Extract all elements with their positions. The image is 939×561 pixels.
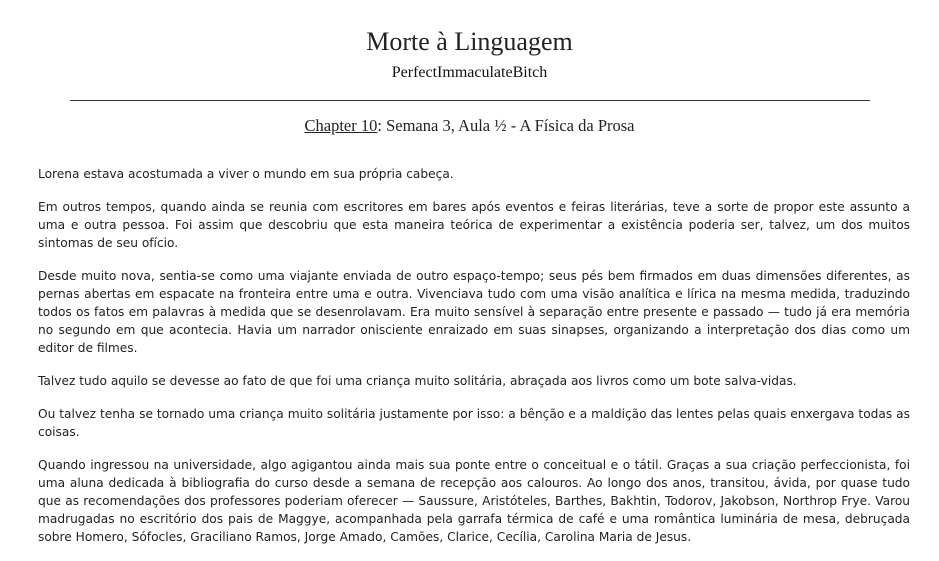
paragraph: Quando ingressou na universidade, algo agigantou ainda mais sua ponte entre o conceitual e o tátil. Graças a sua criação perfeccionista, foi uma aluna dedicada à bibliografia do curso desde a semana de recepção aos calouros. Ao longo dos anos, transitou, ávida, por quase tudo que as recomendações dos professores poderiam oferecer — Saussure, Aristóteles, Barthes, Bakhtin, Todorov, Jakobson, Northrop Frye. Varou madrugadas no escritório dos pais de Maggye, acompanhada pela garrafa térmica de café e uma romântica luminária de mesa, debruçada sobre Homero, Sófocles, Graciliano Ramos, Jorge Amado, Camões, Clarice, Cecília, Carolina Maria de Jesus. bbox=[38, 458, 910, 544]
work-title: Morte à Linguagem bbox=[366, 27, 573, 56]
chapter-text bbox=[38, 165, 910, 561]
work-header bbox=[0, 0, 939, 83]
chapter-link[interactable]: Chapter 10 bbox=[304, 116, 378, 135]
paragraph: Talvez tudo aquilo se devesse ao fato de que foi uma criança muito solitária, abraçada aos livros como um bote salva-vidas. bbox=[38, 374, 797, 388]
header-divider bbox=[70, 100, 870, 101]
paragraph: Em outros tempos, quando ainda se reunia com escritores em bares após eventos e feiras literárias, teve a sorte de propor este assunto a uma e outra pessoa. Foi assim que descobriu que esta maneira teórica de experimentar a existência poderia ser, talvez, um dos muitos sintomas de seu ofício. bbox=[38, 200, 910, 250]
chapter-heading bbox=[0, 115, 939, 137]
chapter-separator: : bbox=[377, 116, 387, 135]
chapter-title: Semana 3, Aula ½ - A Física da Prosa bbox=[386, 116, 635, 135]
paragraph: Ou talvez tenha se tornado uma criança muito solitária justamente por isso: a bênção e a maldição das lentes pelas quais enxergava todas as coisas. bbox=[38, 407, 910, 439]
paragraph: Lorena estava acostumada a viver o mundo em sua própria cabeça. bbox=[38, 167, 454, 181]
author-name[interactable]: PerfectImmaculateBitch bbox=[391, 64, 548, 81]
paragraph: Desde muito nova, sentia-se como uma viajante enviada de outro espaço-tempo; seus pés bem firmados em duas dimensões diferentes, as pernas abertas em espacate na fronteira entre uma e outra. Vivenciava tudo com uma visão analítica e lírica na mesma medida, traduzindo todos os fatos em palavras à medida que se desenrolavam. Era muito sensível à separação entre presente e passado — tudo já era memória no segundo em que acontecia. Havia um narrador onisciente enraizado em suas sinapses, organizando a interpretação dos dias como um editor de filmes. bbox=[38, 269, 910, 355]
